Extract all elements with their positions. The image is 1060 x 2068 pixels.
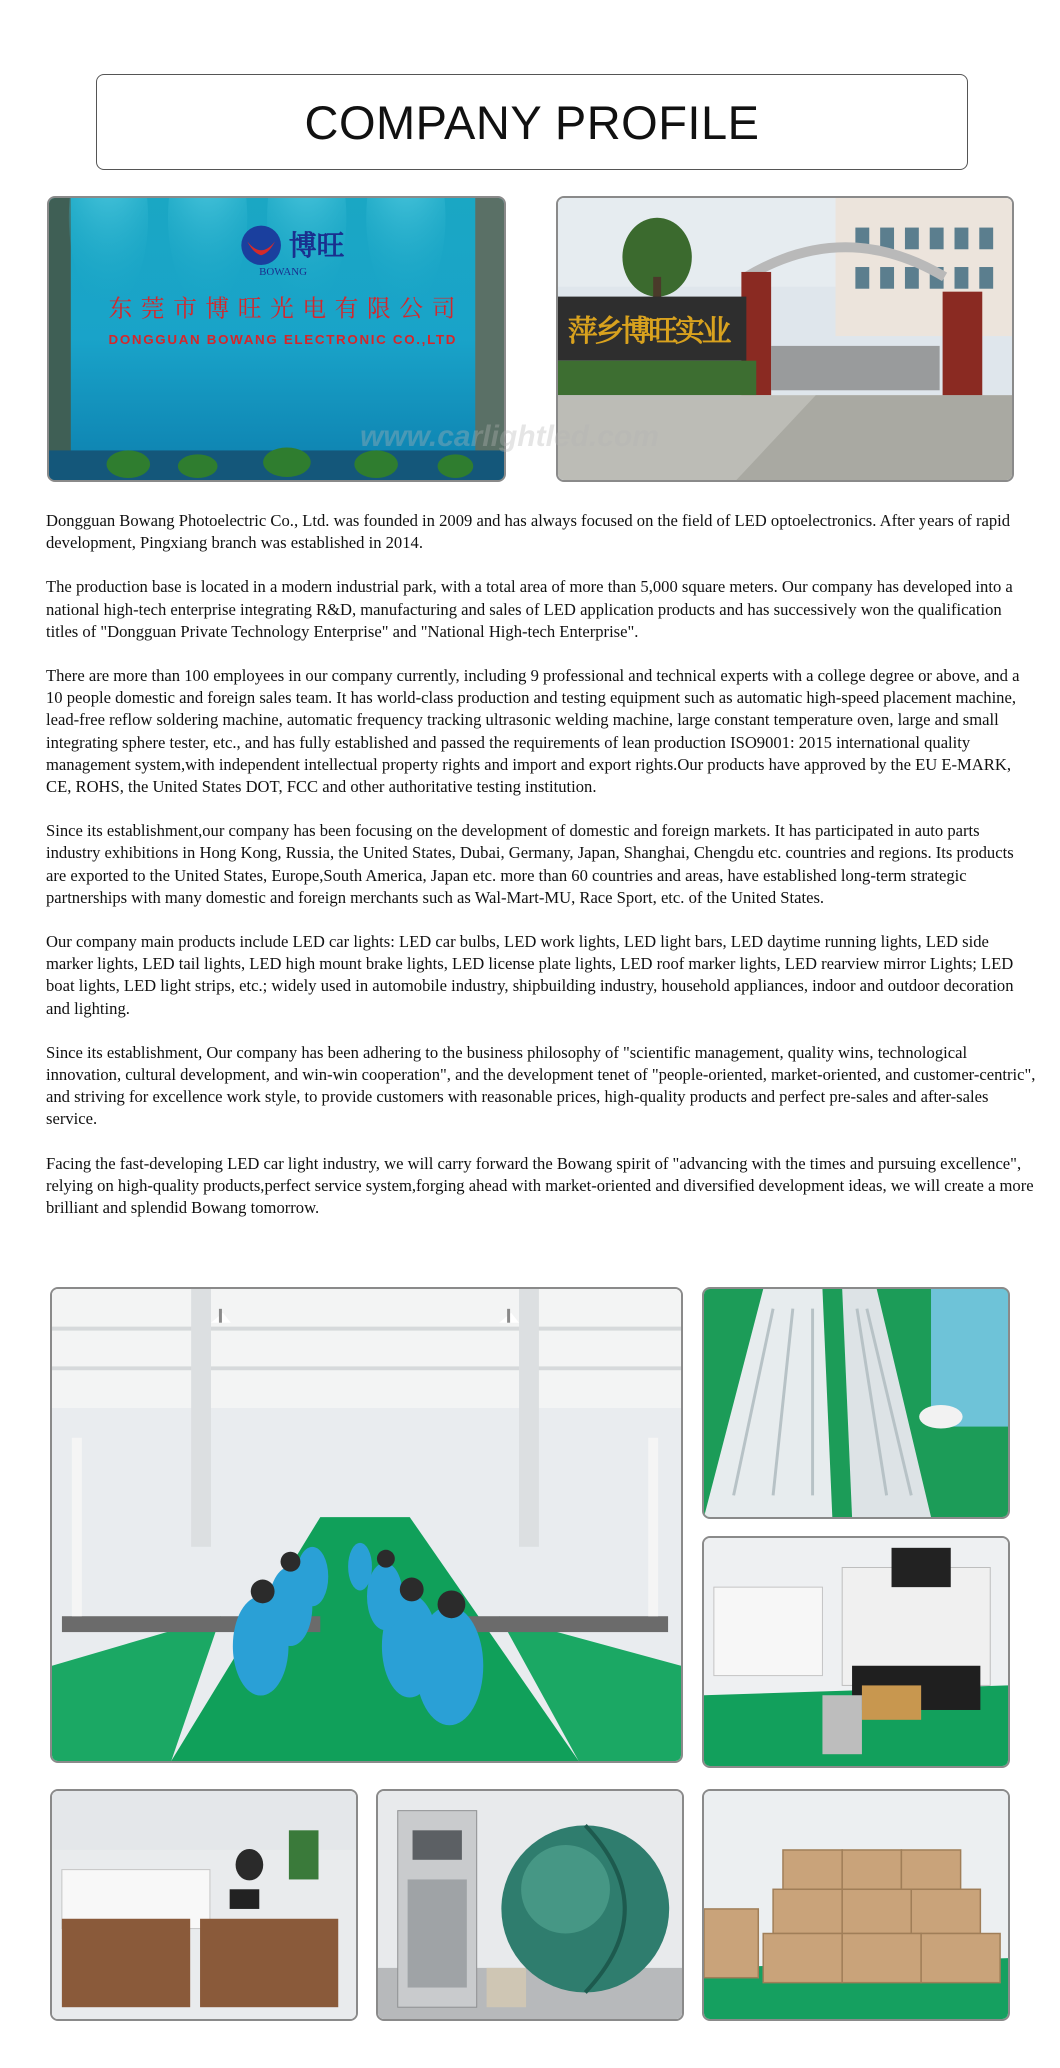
photo-warehouse bbox=[702, 1789, 1010, 2021]
lobby-brand-cn: 博旺 bbox=[288, 229, 345, 263]
paragraph-markets: Since its establishment,our company has been focusing on the development of domestic and foreign markets. It has participated in auto parts industry exhibitions in Hong Kong, Russia, the United States, Dubai, Germany, Japan, Shanghai, Chengdu etc. countries and regions. Its products are exported to the United States, Europe,South America, Japan etc. more than 60 countries and areas, have established long-term strategic partnerships with many domestic and foreign merchants such as Wal-Mart-MU, Race Sport, etc. of the United States. bbox=[46, 821, 1014, 907]
page-title-box bbox=[96, 74, 968, 170]
photo-smt-machine bbox=[702, 1536, 1010, 1768]
page-title: COMPANY PROFILE bbox=[304, 95, 760, 149]
photo-assembly-workshop bbox=[50, 1287, 683, 1763]
lobby-company-cn: 东莞市博旺光电有限公司 bbox=[108, 294, 456, 323]
photo-led-production bbox=[702, 1287, 1010, 1519]
paragraph-history: Dongguan Bowang Photoelectric Co., Ltd. was founded in 2009 and has always focused on the field of LED optoelectronics. After years of rapid development, Pingxiang branch was established in 2014. bbox=[46, 511, 1011, 553]
paragraph-production-base: The production base is located in a modern industrial park, with a total area of more than 5,000 square meters. Our company has developed into a national high-tech enterprise integrating R&D, manufacturing and sales of LED application products and has successively won the qualification titles of "Dongguan Private Technology Enterprise" and "National High-tech Enterprise". bbox=[46, 577, 1013, 641]
paragraph-future: Facing the fast-developing LED car light industry, we will carry forward the Bowang spirit of "advancing with the times and pursuing excellence", relying on high-quality products,perfect service system,forging ahead with market-oriented and diversified development ideas, we will create a more brilliant and splendid Bowang tomorrow. bbox=[46, 1153, 1034, 1218]
photo-office bbox=[50, 1789, 358, 2021]
photo-factory-gate bbox=[556, 196, 1014, 482]
photo-company-lobby bbox=[47, 196, 506, 482]
paragraph-employees: There are more than 100 employees in our company currently, including 9 professional and technical experts with a college degree or above, and a 10 people domestic and foreign sales team. It has world-class production and testing equipment such as automatic high-speed placement machine, lead-free reflow soldering machine, automatic frequency tracking ultrasonic welding machine, large constant temperature oven, large and small integrating sphere tester, etc., and has fully established and passed the requirements of lean production ISO9001: 2015 international quality management system,with independent intellectual property rights and import and export rights.Our products have approved by the EU E-MARK, CE, ROHS, the United States DOT, FCC and other authoritative testing institution. bbox=[46, 666, 1020, 797]
gate-sign: 萍乡博旺实业 bbox=[567, 313, 732, 348]
lobby-company-en: DONGGUAN BOWANG ELECTRONIC CO.,LTD bbox=[108, 331, 456, 347]
lobby-brand-en: BOWANG bbox=[259, 265, 307, 278]
photo-integrating-sphere bbox=[376, 1789, 684, 2021]
paragraph-philosophy: Since its establishment, Our company has been adhering to the business philosophy of "scientific management, quality wins, technological innovation, cultural development, and win-win cooperation", and the development tenet of "people-oriented, market-oriented, and customer-centric", and striving for excellence work style, to provide customers with reasonable prices, high-quality products and perfect pre-sales and after-sales service. bbox=[46, 1042, 1036, 1129]
paragraph-products: Our company main products include LED car lights: LED car bulbs, LED work lights, LED light bars, LED daytime running lights, LED side marker lights, LED tail lights, LED high mount brake lights, LED license plate lights, LED roof marker lights, LED rearview mirror Lights; LED boat lights, LED light strips, etc.; widely used in automobile industry, shipbuilding industry, household appliances, indoor and outdoor decoration and lighting. bbox=[46, 932, 1014, 1018]
watermark: www.carlightled.com bbox=[360, 420, 659, 453]
company-description bbox=[46, 510, 1036, 1241]
